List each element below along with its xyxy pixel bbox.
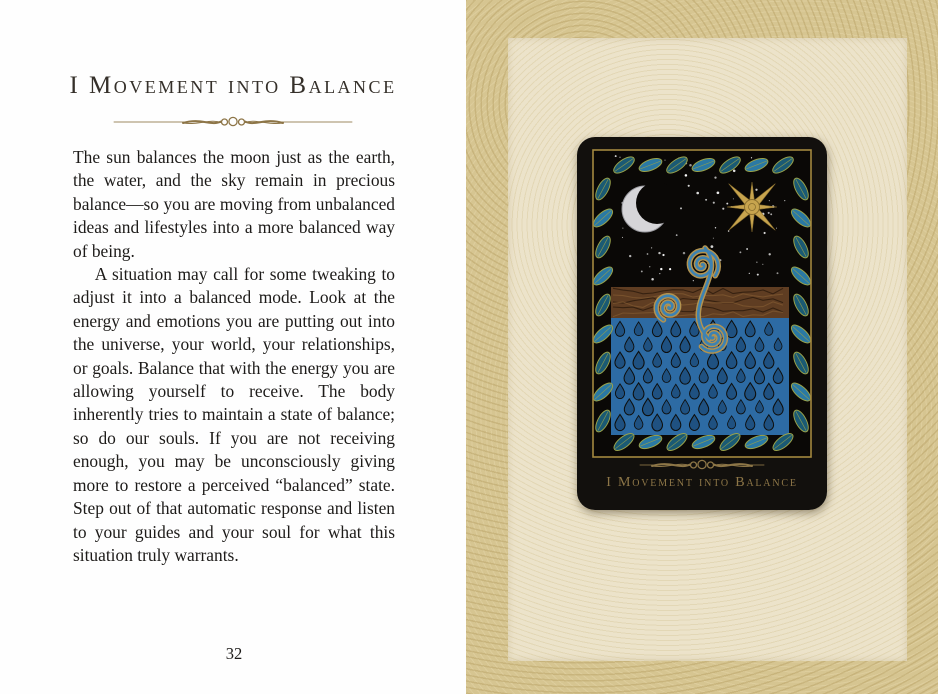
title-divider-ornament [111,113,355,131]
body-text [73,146,395,567]
left-page [0,0,466,694]
tarot-card [577,137,827,510]
eight-pointed-star-icon [727,182,777,232]
page-number: 32 [225,644,243,663]
photo-panel [508,38,907,661]
card-title: I Movement into Balance [606,475,798,490]
card-illustration [577,137,827,510]
right-page [466,0,938,694]
page-title: I Movement into Balance [69,72,397,99]
paragraph-1: The sun balances the moon just as the earth, the water, and the sky remain in precious balance—so you are moving from unbalanced ideas and lifestyles into a more balanced way of being. [73,147,395,261]
card-divider-ornament [637,459,767,471]
paragraph-2: A situation may call for some tweaking to adjust it into a balanced mode. Look at the energy and emotions you are putting out into the universe, your world, your relationships, or goals. Balance that with the energy you are allowing yourself to receive. The body inherently tries to maintain a state of balance; so do our souls. If you are not receiving enough, you may be unconsciously giving more to restore a perceived “balanced” state. Step out of that automatic response and listen to your guides and your soul for what this situation truly warrants. [73,264,395,565]
